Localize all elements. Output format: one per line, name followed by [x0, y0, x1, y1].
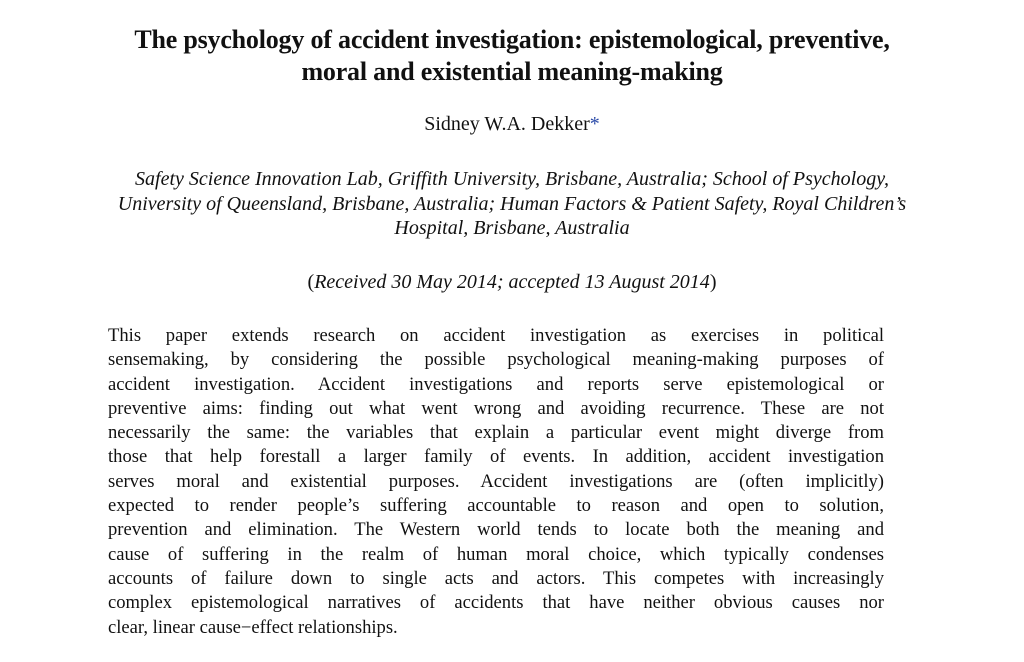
affiliation-line: Safety Science Innovation Lab, Griffith University, Brisbane, Australia; School of Psychology,	[135, 168, 889, 190]
title-line: The psychology of accident investigation: epistemological, preventive,	[134, 25, 890, 54]
abstract-line: sensemaking, by considering the possible psychological meaning-making purposes of	[108, 349, 884, 371]
abstract	[108, 324, 884, 640]
author-affiliation	[40, 167, 984, 241]
abstract-line: necessarily the same: the variables that explain a particular event might diverge from	[108, 422, 884, 444]
abstract-line: cause of suffering in the realm of human moral choice, which typically condenses	[108, 543, 884, 565]
received-dates	[0, 269, 1024, 295]
abstract-line: clear, linear cause−effect relationships.	[108, 616, 398, 638]
abstract-line: serves moral and existential purposes. Accident investigations are (often implicitly)	[108, 470, 884, 492]
abstract-line: accounts of failure down to single acts and actors. This competes with increasingly	[108, 567, 884, 589]
abstract-line: accident investigation. Accident investigations and reports serve epistemological or	[108, 373, 884, 395]
abstract-line: expected to render people’s suffering accountable to reason and open to solution,	[108, 495, 884, 517]
received-close-paren: )	[709, 271, 717, 293]
abstract-line: This paper extends research on accident investigation as exercises in political	[108, 325, 884, 346]
paper-title	[40, 24, 984, 88]
affiliation-line: Hospital, Brisbane, Australia	[394, 217, 630, 239]
author-name: Sidney W.A. Dekker	[424, 113, 590, 135]
abstract-line: those that help forestall a larger family of events. In addition, accident investigation	[108, 446, 884, 468]
abstract-line: prevention and elimination. The Western world tends to locate both the meaning and	[108, 519, 884, 541]
abstract-line: complex epistemological narratives of accidents that have neither obvious causes nor	[108, 592, 884, 614]
corresponding-author-marker[interactable]: *	[589, 113, 600, 135]
author-line	[0, 111, 1024, 137]
received-open-paren: (	[307, 271, 315, 293]
title-line: moral and existential meaning-making	[301, 57, 723, 86]
received-text: Received 30 May 2014; accepted 13 August 2014	[314, 271, 710, 293]
abstract-line: preventive aims: finding out what went wrong and avoiding recurrence. These are not	[108, 397, 884, 419]
affiliation-line: University of Queensland, Brisbane, Australia; Human Factors & Patient Safety, Royal Children’s	[117, 192, 907, 215]
